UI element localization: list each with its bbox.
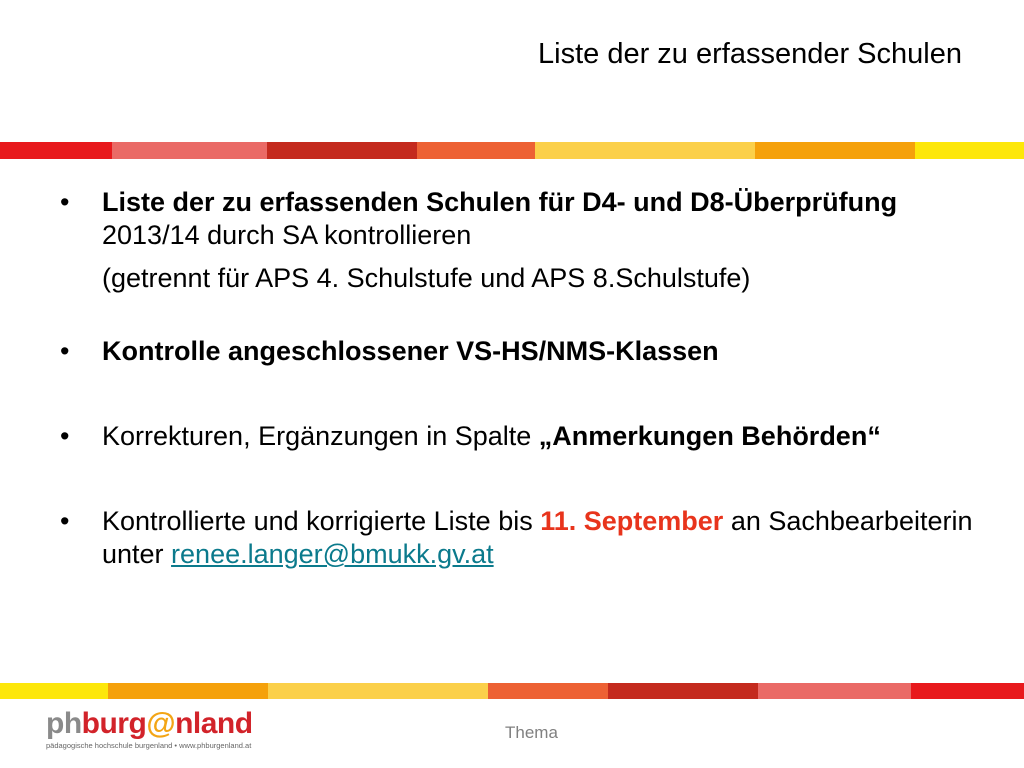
- bullet-3-text: Korrekturen, Ergänzungen in Spalte: [102, 421, 539, 451]
- bullet-item-3: [60, 420, 980, 453]
- stripe-segment: [758, 683, 911, 699]
- stripe-segment: [911, 683, 1024, 699]
- bullet-marker: •: [60, 187, 70, 217]
- bullet-2-bold: Kontrolle angeschlossener VS-HS/NMS-Klassen: [102, 336, 719, 366]
- bullet-marker: •: [60, 336, 70, 366]
- bullet-1-text: 2013/14 durch SA kontrollieren: [102, 220, 472, 250]
- logo-tagline: pädagogische hochschule burgenland • www.phburgenland.at: [46, 741, 252, 750]
- stripe-segment: [0, 683, 108, 699]
- phburgenland-logo: [46, 708, 256, 754]
- bullet-3-bold: „Anmerkungen Behörden“: [538, 421, 881, 451]
- stripe-segment: [112, 142, 267, 159]
- bullet-marker: •: [60, 421, 70, 451]
- bottom-color-stripe: [0, 683, 1024, 699]
- deadline-highlight: 11. September: [540, 506, 724, 536]
- bullet-4-text: Kontrollierte und korrigierte Liste bis: [102, 506, 541, 536]
- logo-wordmark: phburg@nland: [46, 707, 253, 740]
- bullet-marker: •: [60, 506, 70, 536]
- bullet-1-subline: (getrennt für APS 4. Schulstufe und APS 8.Schulstufe): [102, 263, 751, 293]
- stripe-segment: [535, 142, 755, 159]
- footer-thema-label: Thema: [505, 723, 558, 742]
- email-link[interactable]: renee.langer@bmukk.gv.at: [171, 539, 494, 569]
- stripe-segment: [0, 142, 112, 159]
- stripe-segment: [755, 142, 915, 159]
- stripe-segment: [268, 683, 488, 699]
- stripe-segment: [915, 142, 1024, 159]
- stripe-segment: [488, 683, 608, 699]
- bullet-item-2: [60, 335, 980, 368]
- slide-title: Liste der zu erfassender Schulen: [538, 38, 962, 70]
- stripe-segment: [608, 683, 758, 699]
- bullet-item-4: [60, 505, 980, 571]
- bullet-4-text-2: an Sachbearbeiterin unter: [102, 506, 973, 569]
- stripe-segment: [267, 142, 417, 159]
- stripe-segment: [417, 142, 535, 159]
- stripe-segment: [108, 683, 268, 699]
- bullet-item-1: [60, 186, 980, 252]
- bullet-1-bold: Liste der zu erfassenden Schulen für D4- und D8-Überprüfung: [102, 187, 898, 217]
- top-color-stripe: [0, 142, 1024, 159]
- bullet-list: [60, 186, 980, 571]
